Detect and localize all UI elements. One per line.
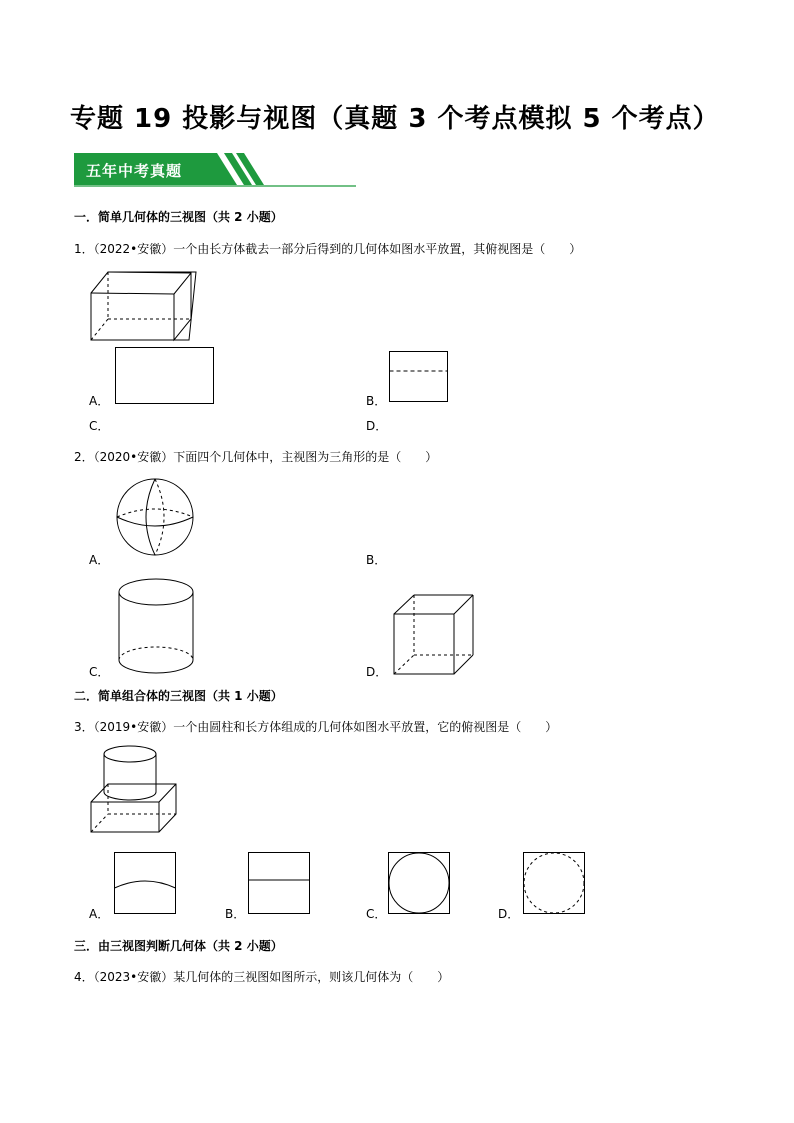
q3-option-d-figure[interactable] [523,852,585,914]
question-4-text: 4．（2023•安徽）某几何体的三视图如图所示，则该几何体为（ ） [74,970,450,984]
q3-option-c-figure[interactable] [388,852,450,914]
q1-option-d-label[interactable]: D． [366,419,388,433]
question-1-text: 1．（2022•安徽）一个由长方体截去一部分后得到的几何体如图水平放置，其俯视图是（ ） [74,242,582,256]
section-heading-3: 三．由三视图判断几何体（共 2 小题） [74,939,283,953]
q2-option-c-label[interactable]: C． [89,665,110,679]
section-banner [74,153,356,189]
q1-option-c-label[interactable]: C． [89,419,110,433]
q2-option-d-cube-figure[interactable] [393,594,475,676]
q3-option-c-label[interactable]: C． [366,907,387,921]
section-heading-2: 二．简单组合体的三视图（共 1 小题） [74,689,283,703]
section-heading-1: 一．简单几何体的三视图（共 2 小题） [74,210,283,224]
q2-option-c-cylinder-figure[interactable] [118,578,194,676]
q3-solid-figure [88,744,180,834]
q2-option-a-sphere-figure[interactable] [116,479,198,559]
q1-option-a-figure[interactable] [115,347,215,405]
q1-solid-figure [86,265,196,345]
q2-option-a-label[interactable]: A． [89,553,110,567]
q1-option-b-figure[interactable] [389,351,449,403]
q1-option-a-label[interactable]: A． [89,394,110,408]
page-title: 专题 19 投影与视图（真题 3 个考点模拟 5 个考点） [70,104,720,134]
question-3-text: 3．（2019•安徽）一个由圆柱和长方体组成的几何体如图水平放置，它的俯视图是（ ） [74,720,558,734]
q3-option-a-label[interactable]: A． [89,907,110,921]
q1-option-b-label[interactable]: B． [366,394,387,408]
q3-option-d-label[interactable]: D． [498,907,520,921]
banner-label: 五年中考真题 [86,162,183,180]
q3-option-b-label[interactable]: B． [225,907,246,921]
question-2-text: 2．（2020•安徽）下面四个几何体中，主视图为三角形的是（ ） [74,450,438,464]
q2-option-d-label[interactable]: D． [366,665,388,679]
q3-option-a-figure[interactable] [114,852,176,914]
q2-option-b-label[interactable]: B． [366,553,387,567]
q3-option-b-figure[interactable] [248,852,310,914]
